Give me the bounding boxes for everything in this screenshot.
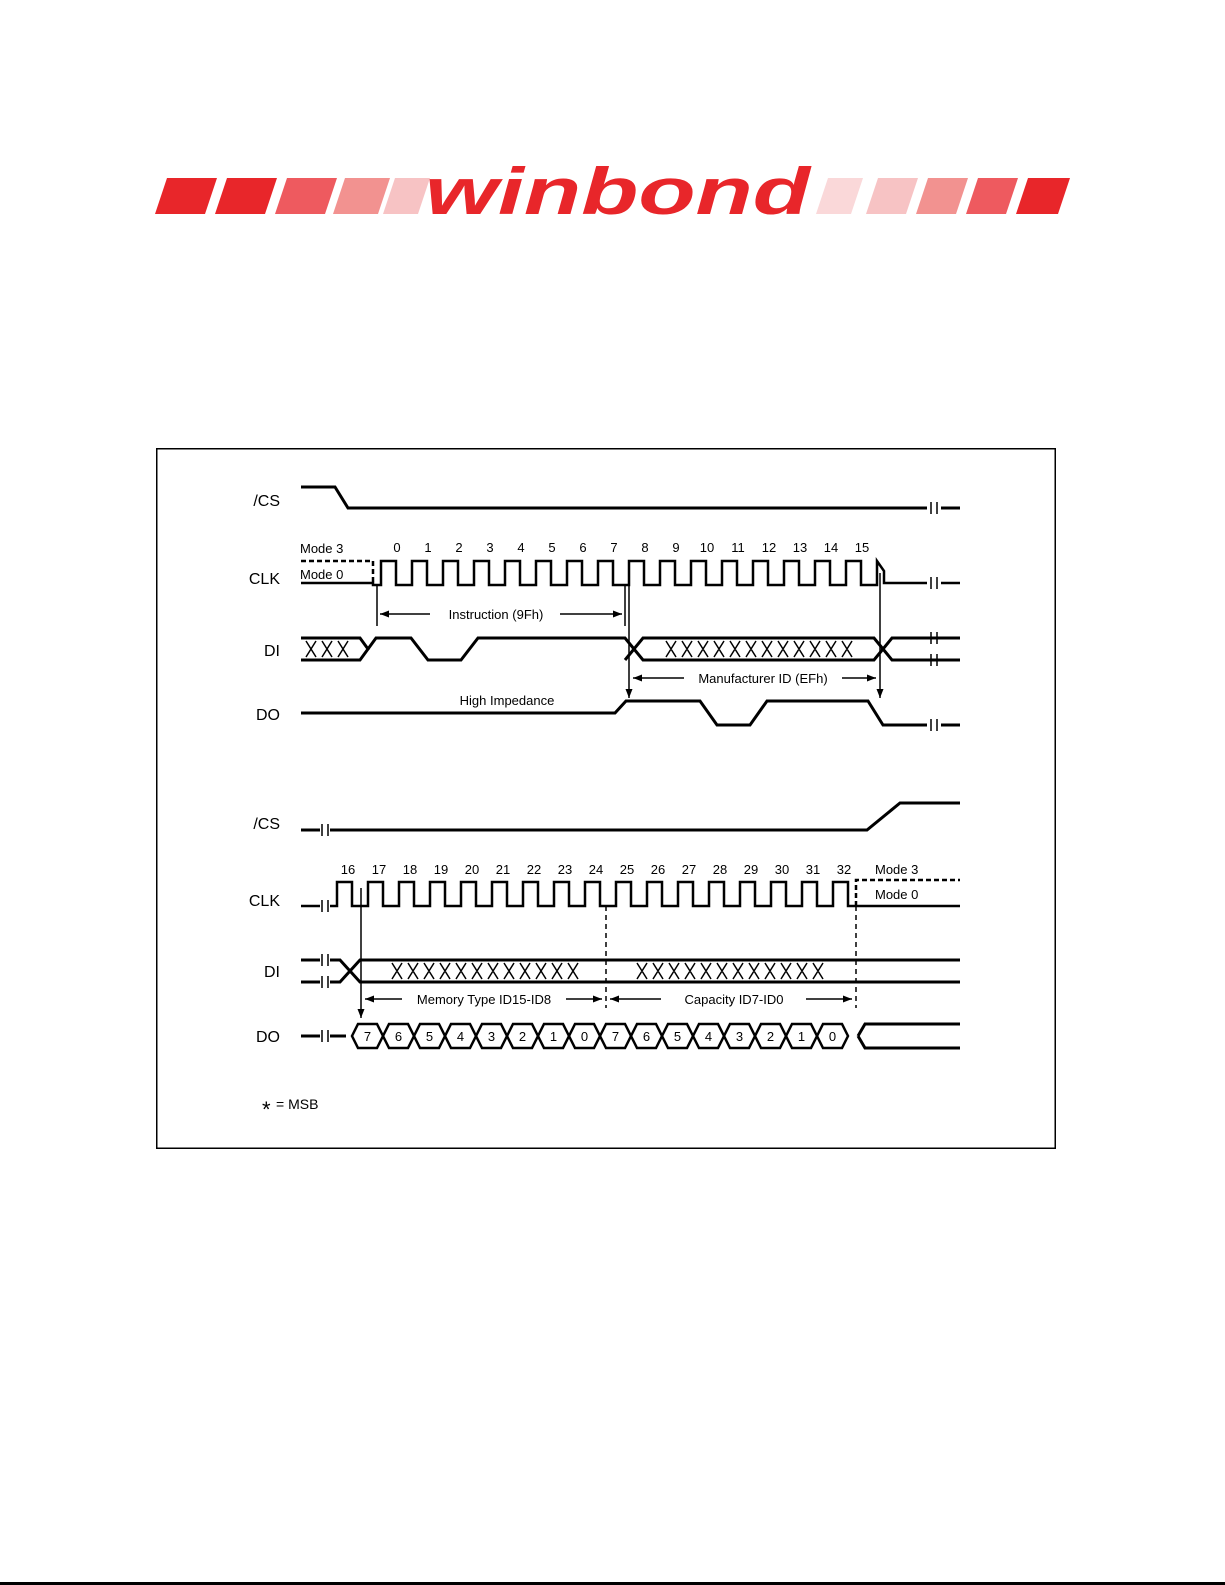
do-bit-label-11: 4 bbox=[704, 1029, 713, 1044]
do-bit-label-6: 1 bbox=[549, 1029, 558, 1044]
lower-clk-waveform bbox=[301, 882, 960, 906]
do-bit-label-10: 5 bbox=[673, 1029, 682, 1044]
lower-clock-number-9: 25 bbox=[619, 862, 635, 877]
upper-clock-number-5: 5 bbox=[548, 540, 556, 555]
upper-clock-number-6: 6 bbox=[579, 540, 587, 555]
lower-clock-number-6: 22 bbox=[526, 862, 542, 877]
lower-di-label: DI bbox=[264, 964, 280, 981]
upper-clock-number-14: 14 bbox=[823, 540, 839, 555]
upper-clock-number-10: 10 bbox=[699, 540, 715, 555]
upper-mode0-label: Mode 0 bbox=[300, 567, 344, 582]
upper-clk-waveform bbox=[301, 561, 960, 585]
lower-clk-break bbox=[322, 900, 328, 912]
do-bit-label-5: 2 bbox=[518, 1029, 527, 1044]
lower-di-waveform bbox=[301, 960, 960, 982]
upper-cs-waveform bbox=[301, 487, 960, 508]
upper-clock-number-15: 15 bbox=[854, 540, 870, 555]
upper-cs-label: /CS bbox=[253, 493, 280, 510]
upper-clock-number-1: 1 bbox=[424, 540, 432, 555]
lower-cs-waveform bbox=[301, 803, 960, 830]
upper-mode3-label: Mode 3 bbox=[300, 541, 344, 556]
lower-di-dontcare-marks bbox=[392, 963, 823, 979]
lower-clock-number-4: 20 bbox=[464, 862, 480, 877]
lower-clock-number-15: 31 bbox=[805, 862, 821, 877]
do-bit-label-15: 0 bbox=[828, 1029, 837, 1044]
upper-clk-break bbox=[931, 577, 937, 589]
do-bit-label-12: 3 bbox=[735, 1029, 744, 1044]
do-bit-label-7: 0 bbox=[580, 1029, 589, 1044]
do-bit-label-1: 6 bbox=[394, 1029, 403, 1044]
upper-clock-number-9: 9 bbox=[672, 540, 680, 555]
diagram-frame bbox=[157, 449, 1056, 1149]
manufacturer-label: Manufacturer ID (EFh) bbox=[698, 671, 828, 686]
lower-do-break bbox=[322, 1030, 328, 1042]
lower-cs-label: /CS bbox=[253, 816, 280, 833]
lower-cs-break bbox=[322, 824, 328, 836]
upper-di-label: DI bbox=[264, 643, 280, 660]
upper-clock-number-11: 11 bbox=[731, 540, 745, 555]
lower-clock-number-16: 32 bbox=[836, 862, 852, 877]
lower-clock-number-10: 26 bbox=[650, 862, 666, 877]
logo-stripes-right bbox=[816, 178, 1070, 214]
do-bit-label-8: 7 bbox=[611, 1029, 620, 1044]
upper-clock-number-0: 0 bbox=[393, 540, 401, 555]
upper-clock-number-2: 2 bbox=[455, 540, 463, 555]
lower-clock-number-1: 17 bbox=[371, 862, 387, 877]
lower-mode3-label: Mode 3 bbox=[875, 862, 919, 877]
lower-clock-number-12: 28 bbox=[712, 862, 728, 877]
upper-do-break bbox=[931, 719, 937, 731]
do-bit-label-2: 5 bbox=[425, 1029, 434, 1044]
do-bit-label-0: 7 bbox=[363, 1029, 372, 1044]
do-bit-label-9: 6 bbox=[642, 1029, 651, 1044]
lower-clock-number-2: 18 bbox=[402, 862, 418, 877]
lower-clock-number-11: 27 bbox=[681, 862, 697, 877]
upper-do-waveform bbox=[301, 701, 960, 725]
logo-stripes-left bbox=[155, 178, 430, 214]
memory-type-label: Memory Type ID15-ID8 bbox=[416, 992, 552, 1007]
high-impedance-label: High Impedance bbox=[459, 693, 555, 708]
upper-clock-number-4: 4 bbox=[517, 540, 525, 555]
upper-clk-label: CLK bbox=[248, 571, 280, 588]
upper-clock-numbers bbox=[393, 540, 869, 555]
upper-di-waveform bbox=[301, 638, 960, 660]
instruction-label: Instruction (9Fh) bbox=[448, 607, 544, 622]
lower-clock-number-14: 30 bbox=[774, 862, 790, 877]
upper-clock-number-12: 12 bbox=[761, 540, 777, 555]
lower-do-bits bbox=[352, 1024, 848, 1048]
timing-diagram bbox=[156, 448, 1056, 1149]
upper-do-label: DO bbox=[256, 707, 280, 724]
upper-clock-number-7: 7 bbox=[610, 540, 618, 555]
upper-di-dontcare-marks bbox=[306, 641, 852, 657]
lower-clock-number-7: 23 bbox=[557, 862, 573, 877]
lower-mode0-label: Mode 0 bbox=[875, 887, 919, 902]
do-bit-label-13: 2 bbox=[766, 1029, 775, 1044]
lower-clock-numbers bbox=[341, 862, 851, 877]
upper-cs-break bbox=[931, 502, 937, 514]
winbond-logo bbox=[155, 162, 1070, 218]
lower-clock-number-3: 19 bbox=[433, 862, 449, 877]
logo-wordmark: winbond bbox=[425, 162, 813, 218]
lower-clock-number-0: 16 bbox=[340, 862, 356, 877]
upper-clock-number-3: 3 bbox=[486, 540, 494, 555]
capacity-label: Capacity ID7-ID0 bbox=[684, 992, 784, 1007]
lower-di-break bbox=[322, 954, 328, 988]
lower-clock-number-13: 29 bbox=[743, 862, 759, 877]
lower-do-label: DO bbox=[256, 1029, 280, 1046]
lower-clock-number-8: 24 bbox=[588, 862, 604, 877]
upper-clock-number-8: 8 bbox=[641, 540, 649, 555]
do-bit-label-4: 3 bbox=[487, 1029, 496, 1044]
lower-clk-label: CLK bbox=[248, 893, 280, 910]
upper-clock-number-13: 13 bbox=[792, 540, 808, 555]
do-bit-label-14: 1 bbox=[797, 1029, 806, 1044]
legend-text: = MSB bbox=[276, 1096, 319, 1112]
do-bit-label-3: 4 bbox=[456, 1029, 465, 1044]
legend-symbol: * bbox=[262, 1097, 271, 1122]
lower-clock-number-5: 21 bbox=[495, 862, 511, 877]
